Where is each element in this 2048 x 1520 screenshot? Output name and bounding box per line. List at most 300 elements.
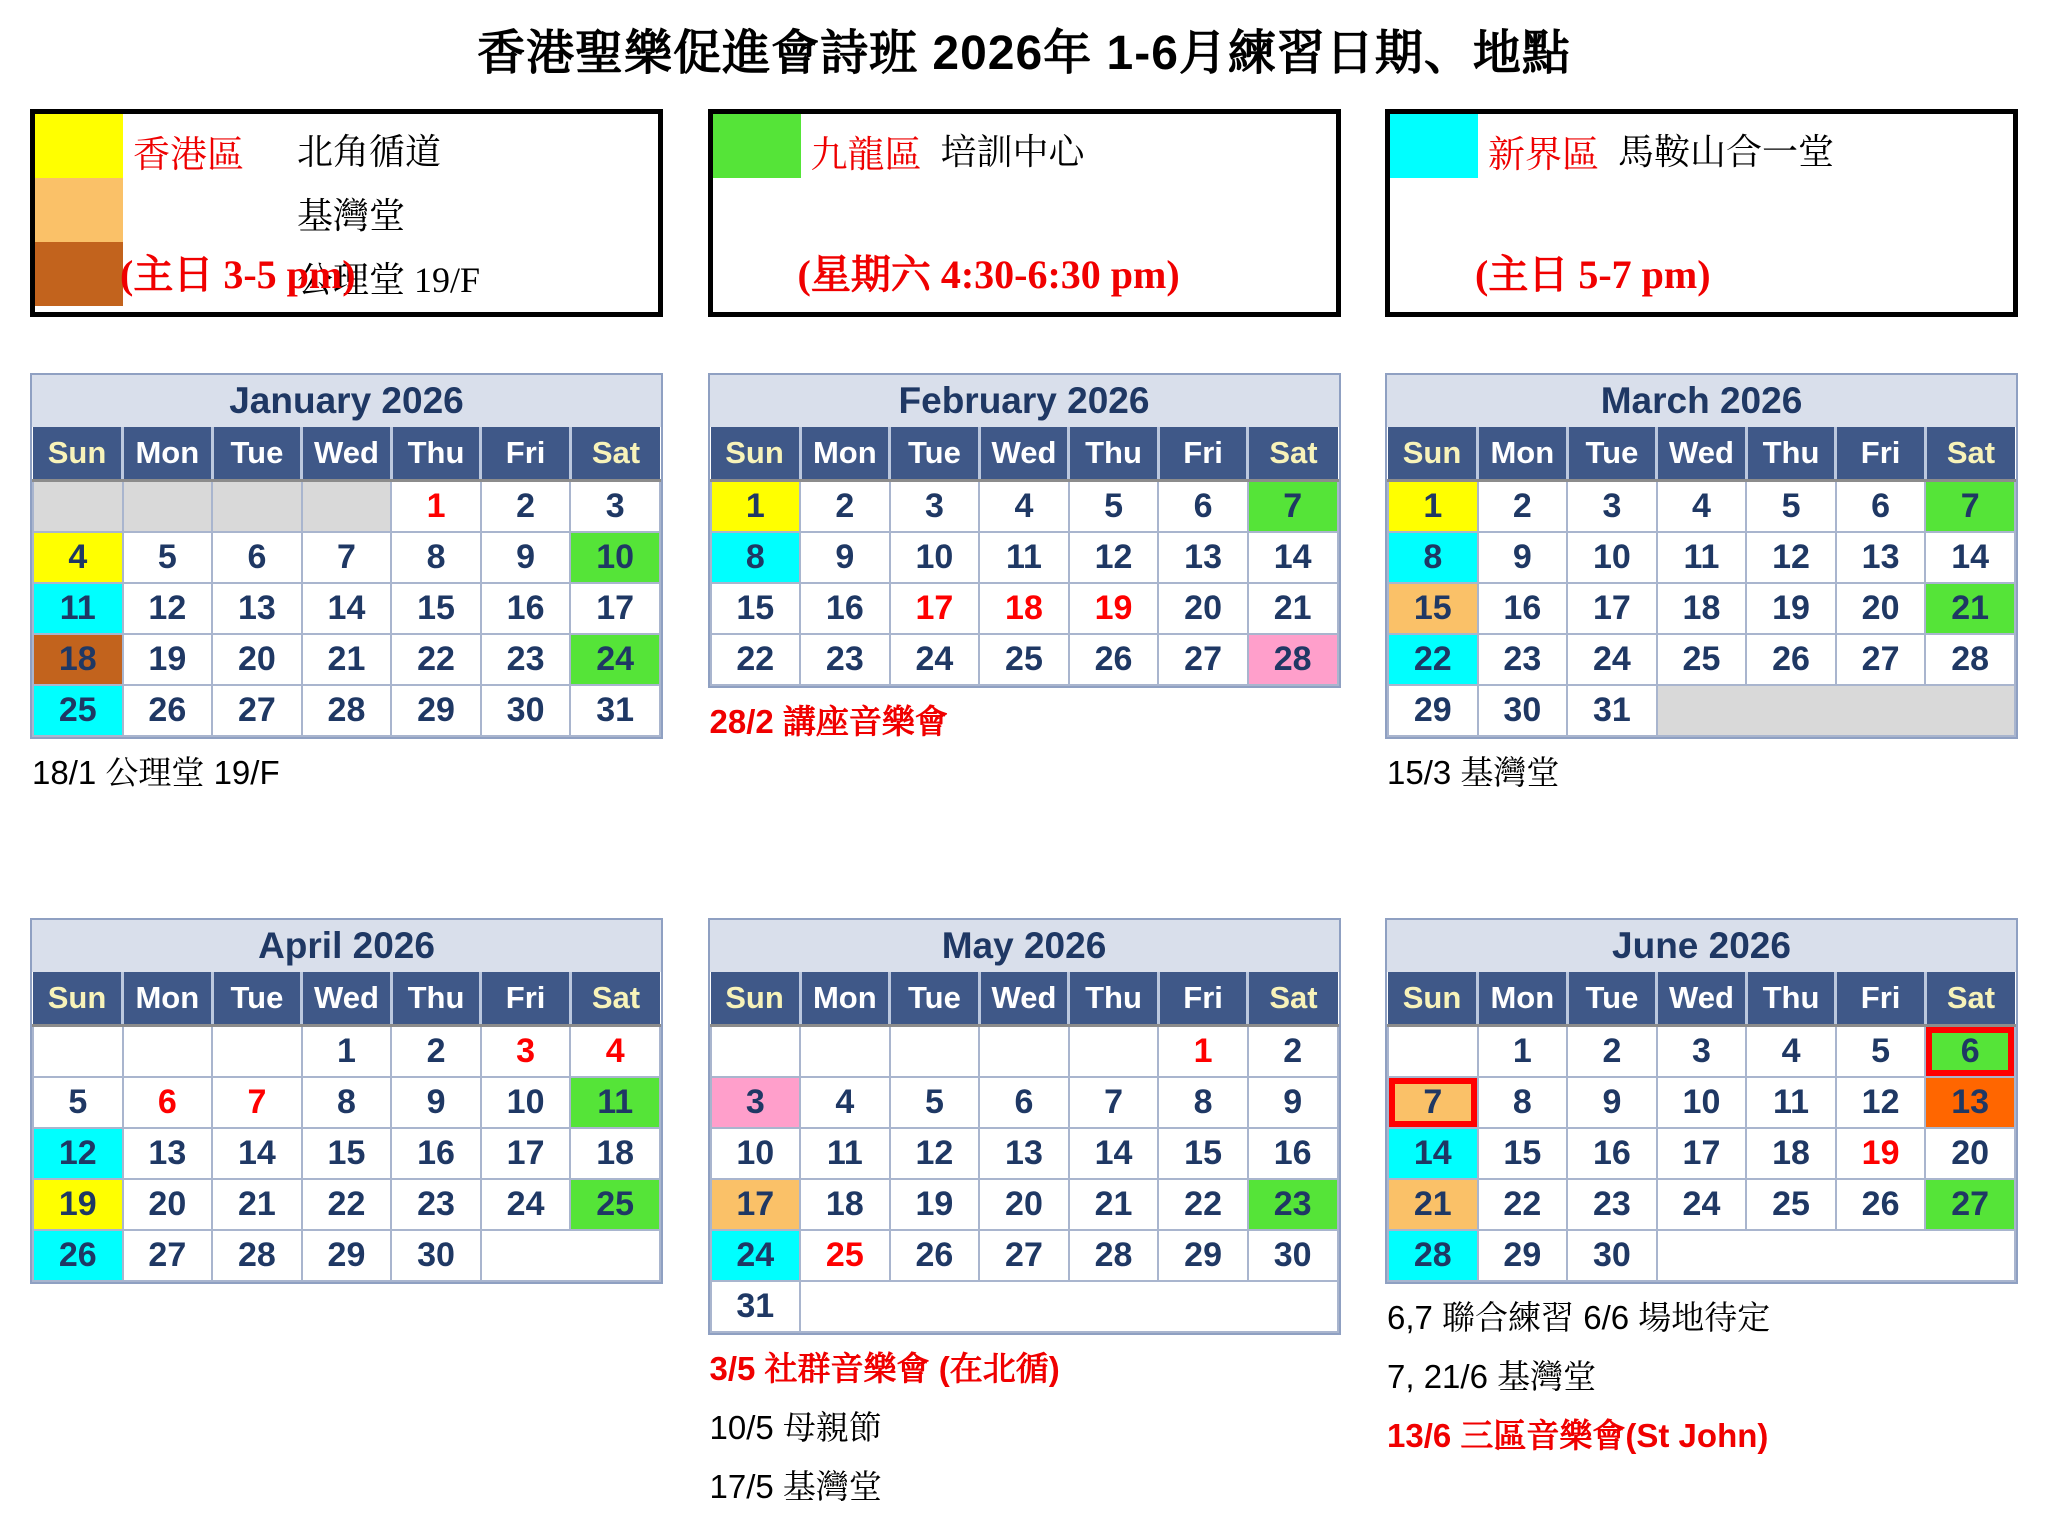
weekday-header-sun: Sun bbox=[711, 427, 801, 481]
month-body bbox=[711, 481, 1338, 686]
day-cell: 18 bbox=[570, 1128, 660, 1179]
month-title: March 2026 bbox=[1387, 375, 2016, 427]
weekday-header-thu: Thu bbox=[1746, 972, 1836, 1026]
month-title: April 2026 bbox=[32, 920, 661, 972]
day-cell: 29 bbox=[1158, 1230, 1248, 1281]
day-cell: 6 bbox=[123, 1077, 213, 1128]
day-cell: 16 bbox=[1567, 1128, 1657, 1179]
blank-cell bbox=[123, 1026, 213, 1078]
weekday-header-tue: Tue bbox=[1567, 972, 1657, 1026]
month-title: June 2026 bbox=[1387, 920, 2016, 972]
calendar-note: 15/3 基灣堂 bbox=[1387, 754, 1560, 791]
day-cell: 4 bbox=[1746, 1026, 1836, 1078]
weekday-header-sat: Sat bbox=[570, 972, 660, 1026]
day-cell: 3 bbox=[570, 481, 660, 533]
day-cell: 5 bbox=[890, 1077, 980, 1128]
day-cell: 13 bbox=[1836, 532, 1926, 583]
calendar-box-may bbox=[708, 918, 1341, 1335]
day-cell: 26 bbox=[1746, 634, 1836, 685]
calendar-note: 10/5 母親節 bbox=[709, 1409, 882, 1446]
day-cell: 8 bbox=[1388, 532, 1478, 583]
week-row bbox=[33, 1230, 660, 1281]
day-cell: 26 bbox=[33, 1230, 123, 1281]
day-cell: 21 bbox=[1248, 583, 1338, 634]
day-cell: 20 bbox=[1925, 1128, 2015, 1179]
day-cell: 25 bbox=[979, 634, 1069, 685]
day-cell: 27 bbox=[979, 1230, 1069, 1281]
day-cell: 1 bbox=[711, 481, 801, 533]
weekday-header-sun: Sun bbox=[33, 427, 123, 481]
day-cell: 17 bbox=[570, 583, 660, 634]
weekday-header-sat: Sat bbox=[1925, 972, 2015, 1026]
day-cell: 5 bbox=[1069, 481, 1159, 533]
weekday-header-thu: Thu bbox=[1069, 427, 1159, 481]
day-cell: 30 bbox=[1567, 1230, 1657, 1281]
weekday-header-sat: Sat bbox=[1925, 427, 2015, 481]
blank-cell bbox=[800, 1281, 1337, 1332]
day-cell: 21 bbox=[212, 1179, 302, 1230]
day-cell: 18 bbox=[800, 1179, 890, 1230]
calendar-january bbox=[30, 373, 663, 806]
legend-color-swatch bbox=[1390, 114, 1478, 178]
legend-location-label: 公理堂 19/F bbox=[297, 260, 481, 300]
blank-cell bbox=[33, 1026, 123, 1078]
week-row bbox=[33, 1026, 660, 1078]
legend-box-new-territories bbox=[1385, 109, 2018, 317]
weekday-header-row bbox=[33, 972, 660, 1026]
day-cell: 30 bbox=[481, 685, 571, 736]
day-cell: 15 bbox=[1158, 1128, 1248, 1179]
month-body bbox=[33, 481, 660, 737]
legend-time-label: (主日 5-7 pm) bbox=[1475, 252, 1711, 297]
weekday-header-sun: Sun bbox=[711, 972, 801, 1026]
day-cell: 24 bbox=[570, 634, 660, 685]
day-cell: 5 bbox=[33, 1077, 123, 1128]
month-title: May 2026 bbox=[710, 920, 1339, 972]
month-body bbox=[1388, 1026, 2015, 1282]
calendar-note: 3/5 社群音樂會 (在北循) bbox=[709, 1350, 1060, 1387]
day-cell: 14 bbox=[1925, 532, 2015, 583]
weekday-header-wed: Wed bbox=[979, 972, 1069, 1026]
calendar-may bbox=[708, 918, 1341, 1520]
day-cell: 15 bbox=[1388, 583, 1478, 634]
day-cell: 14 bbox=[302, 583, 392, 634]
weekday-header-thu: Thu bbox=[1069, 972, 1159, 1026]
day-cell: 5 bbox=[123, 532, 213, 583]
day-cell: 29 bbox=[302, 1230, 392, 1281]
day-cell: 12 bbox=[33, 1128, 123, 1179]
day-cell: 6 bbox=[979, 1077, 1069, 1128]
day-cell: 9 bbox=[1478, 532, 1568, 583]
week-row bbox=[33, 1128, 660, 1179]
day-cell: 28 bbox=[1069, 1230, 1159, 1281]
calendar-april bbox=[30, 918, 663, 1284]
day-cell: 3 bbox=[1567, 481, 1657, 533]
day-cell: 1 bbox=[391, 481, 481, 533]
day-cell: 7 bbox=[212, 1077, 302, 1128]
day-cell: 23 bbox=[1478, 634, 1568, 685]
month-table bbox=[710, 972, 1339, 1333]
weekday-header-row bbox=[711, 972, 1338, 1026]
day-cell: 18 bbox=[1746, 1128, 1836, 1179]
month-title: January 2026 bbox=[32, 375, 661, 427]
day-cell: 14 bbox=[212, 1128, 302, 1179]
calendar-notes-january bbox=[30, 747, 663, 794]
day-cell: 22 bbox=[302, 1179, 392, 1230]
blank-cell bbox=[212, 481, 302, 533]
day-cell: 22 bbox=[1388, 634, 1478, 685]
day-cell: 11 bbox=[979, 532, 1069, 583]
weekday-header-fri: Fri bbox=[1836, 427, 1926, 481]
week-row bbox=[33, 1077, 660, 1128]
day-cell: 23 bbox=[391, 1179, 481, 1230]
day-cell: 24 bbox=[1657, 1179, 1747, 1230]
day-cell: 29 bbox=[1388, 685, 1478, 736]
legend-color-swatch bbox=[35, 178, 123, 242]
weekday-header-fri: Fri bbox=[1836, 972, 1926, 1026]
legend-region-label: 九龍區 bbox=[810, 135, 922, 176]
day-cell: 8 bbox=[391, 532, 481, 583]
day-cell: 17 bbox=[481, 1128, 571, 1179]
day-cell: 12 bbox=[123, 583, 213, 634]
day-cell: 26 bbox=[1069, 634, 1159, 685]
calendar-box-january bbox=[30, 373, 663, 739]
weekday-header-row bbox=[33, 972, 660, 1026]
calendar-february bbox=[708, 373, 1341, 755]
day-cell: 8 bbox=[1158, 1077, 1248, 1128]
weekday-header-sat: Sat bbox=[1248, 972, 1338, 1026]
legend-box-kowloon bbox=[708, 109, 1341, 317]
weekday-header-row bbox=[1388, 972, 2015, 1026]
blank-cell bbox=[711, 1026, 801, 1078]
day-cell: 15 bbox=[1478, 1128, 1568, 1179]
day-cell: 11 bbox=[800, 1128, 890, 1179]
week-row bbox=[33, 532, 660, 583]
weekday-header-fri: Fri bbox=[1158, 427, 1248, 481]
calendar-notes-may bbox=[708, 1343, 1341, 1508]
day-cell: 20 bbox=[1158, 583, 1248, 634]
day-cell: 17 bbox=[1567, 583, 1657, 634]
legend-location-label: 培訓中心 bbox=[940, 132, 1085, 172]
weekday-header-row bbox=[1388, 427, 2015, 481]
blank-cell bbox=[302, 481, 392, 533]
day-cell: 15 bbox=[711, 583, 801, 634]
legend-region-label: 香港區 bbox=[133, 135, 244, 176]
day-cell: 11 bbox=[1746, 1077, 1836, 1128]
day-cell: 2 bbox=[1567, 1026, 1657, 1078]
day-cell: 10 bbox=[1657, 1077, 1747, 1128]
day-cell: 9 bbox=[1567, 1077, 1657, 1128]
day-cell: 18 bbox=[979, 583, 1069, 634]
week-row bbox=[711, 583, 1338, 634]
day-cell: 4 bbox=[33, 532, 123, 583]
day-cell: 4 bbox=[800, 1077, 890, 1128]
day-cell: 8 bbox=[1478, 1077, 1568, 1128]
blank-cell bbox=[1657, 1230, 2015, 1281]
blank-cell bbox=[979, 1026, 1069, 1078]
weekday-header-mon: Mon bbox=[800, 972, 890, 1026]
day-cell: 23 bbox=[800, 634, 890, 685]
day-cell: 4 bbox=[570, 1026, 660, 1078]
week-row bbox=[33, 1179, 660, 1230]
blank-cell bbox=[1069, 1026, 1159, 1078]
day-cell: 31 bbox=[1567, 685, 1657, 736]
day-cell: 28 bbox=[302, 685, 392, 736]
day-cell: 5 bbox=[1746, 481, 1836, 533]
day-cell: 14 bbox=[1248, 532, 1338, 583]
week-row bbox=[1388, 1077, 2015, 1128]
day-cell: 4 bbox=[1657, 481, 1747, 533]
day-cell: 10 bbox=[1567, 532, 1657, 583]
day-cell: 11 bbox=[570, 1077, 660, 1128]
day-cell: 12 bbox=[1069, 532, 1159, 583]
calendar-box-june bbox=[1385, 918, 2018, 1284]
day-cell: 19 bbox=[123, 634, 213, 685]
day-cell: 23 bbox=[1248, 1179, 1338, 1230]
day-cell: 19 bbox=[890, 1179, 980, 1230]
week-row bbox=[1388, 1128, 2015, 1179]
day-cell: 17 bbox=[711, 1179, 801, 1230]
weekday-header-fri: Fri bbox=[481, 427, 571, 481]
week-row bbox=[711, 1230, 1338, 1281]
day-cell: 27 bbox=[1925, 1179, 2015, 1230]
weekday-header-fri: Fri bbox=[481, 972, 571, 1026]
weekday-header-thu: Thu bbox=[391, 427, 481, 481]
day-cell: 14 bbox=[1069, 1128, 1159, 1179]
day-cell: 20 bbox=[979, 1179, 1069, 1230]
calendar-box-february bbox=[708, 373, 1341, 688]
day-cell: 21 bbox=[1388, 1179, 1478, 1230]
calendar-note: 7, 21/6 基灣堂 bbox=[1387, 1358, 1597, 1395]
weekday-header-row bbox=[711, 972, 1338, 1026]
week-row bbox=[1388, 685, 2015, 736]
day-cell: 2 bbox=[1248, 1026, 1338, 1078]
day-cell: 3 bbox=[890, 481, 980, 533]
legend-color-swatch bbox=[713, 114, 801, 178]
day-cell: 28 bbox=[1388, 1230, 1478, 1281]
weekday-header-tue: Tue bbox=[212, 427, 302, 481]
week-row bbox=[33, 583, 660, 634]
calendar-june bbox=[1385, 918, 2018, 1469]
day-cell: 31 bbox=[570, 685, 660, 736]
weekday-header-tue: Tue bbox=[890, 972, 980, 1026]
day-cell: 10 bbox=[481, 1077, 571, 1128]
blank-cell bbox=[800, 1026, 890, 1078]
legend-region-label: 新界區 bbox=[1488, 135, 1599, 176]
legend-color-swatch bbox=[35, 242, 123, 306]
month-body bbox=[33, 1026, 660, 1282]
week-row bbox=[1388, 634, 2015, 685]
month-table bbox=[1387, 427, 2016, 737]
day-cell: 13 bbox=[1158, 532, 1248, 583]
day-cell: 24 bbox=[1567, 634, 1657, 685]
weekday-header-mon: Mon bbox=[123, 972, 213, 1026]
day-cell: 1 bbox=[1388, 481, 1478, 533]
blank-cell bbox=[481, 1230, 660, 1281]
weekday-header-sun: Sun bbox=[1388, 427, 1478, 481]
day-cell: 13 bbox=[212, 583, 302, 634]
day-cell: 23 bbox=[1567, 1179, 1657, 1230]
day-cell: 18 bbox=[1657, 583, 1747, 634]
weekday-header-wed: Wed bbox=[1657, 972, 1747, 1026]
day-cell: 30 bbox=[391, 1230, 481, 1281]
week-row bbox=[711, 1179, 1338, 1230]
day-cell: 19 bbox=[1746, 583, 1836, 634]
week-row bbox=[711, 1128, 1338, 1179]
day-cell: 25 bbox=[1746, 1179, 1836, 1230]
calendar-notes-june bbox=[1385, 1292, 2018, 1457]
day-cell: 12 bbox=[1746, 532, 1836, 583]
day-cell: 13 bbox=[979, 1128, 1069, 1179]
month-table bbox=[710, 427, 1339, 686]
blank-cell bbox=[1657, 685, 2015, 736]
day-cell: 20 bbox=[1836, 583, 1926, 634]
week-row bbox=[711, 634, 1338, 685]
day-cell: 4 bbox=[979, 481, 1069, 533]
weekday-header-fri: Fri bbox=[1158, 972, 1248, 1026]
day-cell: 9 bbox=[391, 1077, 481, 1128]
day-cell: 30 bbox=[1478, 685, 1568, 736]
weekday-header-thu: Thu bbox=[1746, 427, 1836, 481]
legend-color-swatch bbox=[35, 114, 123, 178]
month-title: February 2026 bbox=[710, 375, 1339, 427]
calendar-grid bbox=[30, 373, 2018, 1520]
week-row bbox=[1388, 1026, 2015, 1078]
calendar-march bbox=[1385, 373, 2018, 806]
weekday-header-row bbox=[711, 427, 1338, 481]
calendar-box-april bbox=[30, 918, 663, 1284]
legend-location-label: 基灣堂 bbox=[297, 196, 406, 236]
day-cell: 22 bbox=[1478, 1179, 1568, 1230]
legend-box-hong-kong bbox=[30, 109, 663, 317]
weekday-header-row bbox=[1388, 972, 2015, 1026]
day-cell: 16 bbox=[481, 583, 571, 634]
calendar-notes-february bbox=[708, 696, 1341, 743]
day-cell: 22 bbox=[391, 634, 481, 685]
day-cell: 30 bbox=[1248, 1230, 1338, 1281]
legend-time-label: (主日 3-5 pm) bbox=[120, 252, 356, 297]
weekday-header-wed: Wed bbox=[1657, 427, 1747, 481]
calendar-note: 17/5 基灣堂 bbox=[709, 1468, 882, 1505]
day-cell: 24 bbox=[890, 634, 980, 685]
weekday-header-mon: Mon bbox=[1478, 427, 1568, 481]
legend-location-label: 北角循道 bbox=[297, 132, 442, 172]
calendar-note: 6,7 聯合練習 6/6 場地待定 bbox=[1387, 1299, 1771, 1336]
day-cell: 21 bbox=[1925, 583, 2015, 634]
week-row bbox=[711, 1077, 1338, 1128]
day-cell: 7 bbox=[302, 532, 392, 583]
day-cell: 8 bbox=[711, 532, 801, 583]
week-row bbox=[1388, 532, 2015, 583]
month-table bbox=[32, 972, 661, 1282]
month-body bbox=[711, 1026, 1338, 1333]
legend-time-label: (星期六 4:30-6:30 pm) bbox=[797, 252, 1180, 297]
day-cell: 16 bbox=[800, 583, 890, 634]
day-cell: 26 bbox=[1836, 1179, 1926, 1230]
weekday-header-sun: Sun bbox=[33, 972, 123, 1026]
day-cell: 2 bbox=[1478, 481, 1568, 533]
day-cell: 10 bbox=[711, 1128, 801, 1179]
day-cell: 24 bbox=[481, 1179, 571, 1230]
day-cell: 9 bbox=[800, 532, 890, 583]
week-row bbox=[711, 481, 1338, 533]
weekday-header-row bbox=[1388, 427, 2015, 481]
day-cell: 17 bbox=[890, 583, 980, 634]
day-cell: 18 bbox=[33, 634, 123, 685]
day-cell: 22 bbox=[1158, 1179, 1248, 1230]
day-cell: 11 bbox=[1657, 532, 1747, 583]
day-cell: 20 bbox=[212, 634, 302, 685]
weekday-header-row bbox=[33, 427, 660, 481]
day-cell: 12 bbox=[1836, 1077, 1926, 1128]
weekday-header-wed: Wed bbox=[302, 972, 392, 1026]
weekday-header-row bbox=[33, 427, 660, 481]
week-row bbox=[33, 685, 660, 736]
day-cell: 1 bbox=[1158, 1026, 1248, 1078]
day-cell: 7 bbox=[1925, 481, 2015, 533]
calendar-box-march bbox=[1385, 373, 2018, 739]
weekday-header-sat: Sat bbox=[570, 427, 660, 481]
month-body bbox=[1388, 481, 2015, 737]
day-cell: 17 bbox=[1657, 1128, 1747, 1179]
day-cell: 27 bbox=[123, 1230, 213, 1281]
day-cell: 6 bbox=[1925, 1026, 2015, 1078]
day-cell: 10 bbox=[890, 532, 980, 583]
calendar-note: 28/2 講座音樂會 bbox=[709, 703, 948, 740]
day-cell: 25 bbox=[33, 685, 123, 736]
week-row bbox=[1388, 481, 2015, 533]
day-cell: 25 bbox=[800, 1230, 890, 1281]
day-cell: 15 bbox=[391, 583, 481, 634]
day-cell: 16 bbox=[391, 1128, 481, 1179]
day-cell: 28 bbox=[1925, 634, 2015, 685]
week-row bbox=[33, 481, 660, 533]
day-cell: 13 bbox=[123, 1128, 213, 1179]
blank-cell bbox=[123, 481, 213, 533]
day-cell: 2 bbox=[481, 481, 571, 533]
day-cell: 13 bbox=[1925, 1077, 2015, 1128]
day-cell: 19 bbox=[33, 1179, 123, 1230]
day-cell: 11 bbox=[33, 583, 123, 634]
day-cell: 19 bbox=[1836, 1128, 1926, 1179]
weekday-header-sat: Sat bbox=[1248, 427, 1338, 481]
blank-cell bbox=[890, 1026, 980, 1078]
day-cell: 27 bbox=[1158, 634, 1248, 685]
day-cell: 3 bbox=[481, 1026, 571, 1078]
day-cell: 7 bbox=[1248, 481, 1338, 533]
week-row bbox=[1388, 1179, 2015, 1230]
day-cell: 8 bbox=[302, 1077, 392, 1128]
weekday-header-mon: Mon bbox=[1478, 972, 1568, 1026]
calendar-note: 13/6 三區音樂會(St John) bbox=[1387, 1417, 1769, 1454]
day-cell: 2 bbox=[800, 481, 890, 533]
schedule-page bbox=[0, 14, 2048, 1505]
weekday-header-sun: Sun bbox=[1388, 972, 1478, 1026]
calendar-notes-march bbox=[1385, 747, 2018, 794]
day-cell: 1 bbox=[1478, 1026, 1568, 1078]
week-row bbox=[711, 1281, 1338, 1332]
day-cell: 6 bbox=[1836, 481, 1926, 533]
blank-cell bbox=[33, 481, 123, 533]
week-row bbox=[1388, 583, 2015, 634]
day-cell: 20 bbox=[123, 1179, 213, 1230]
weekday-header-mon: Mon bbox=[800, 427, 890, 481]
day-cell: 24 bbox=[711, 1230, 801, 1281]
day-cell: 28 bbox=[212, 1230, 302, 1281]
day-cell: 21 bbox=[302, 634, 392, 685]
day-cell: 21 bbox=[1069, 1179, 1159, 1230]
weekday-header-thu: Thu bbox=[391, 972, 481, 1026]
